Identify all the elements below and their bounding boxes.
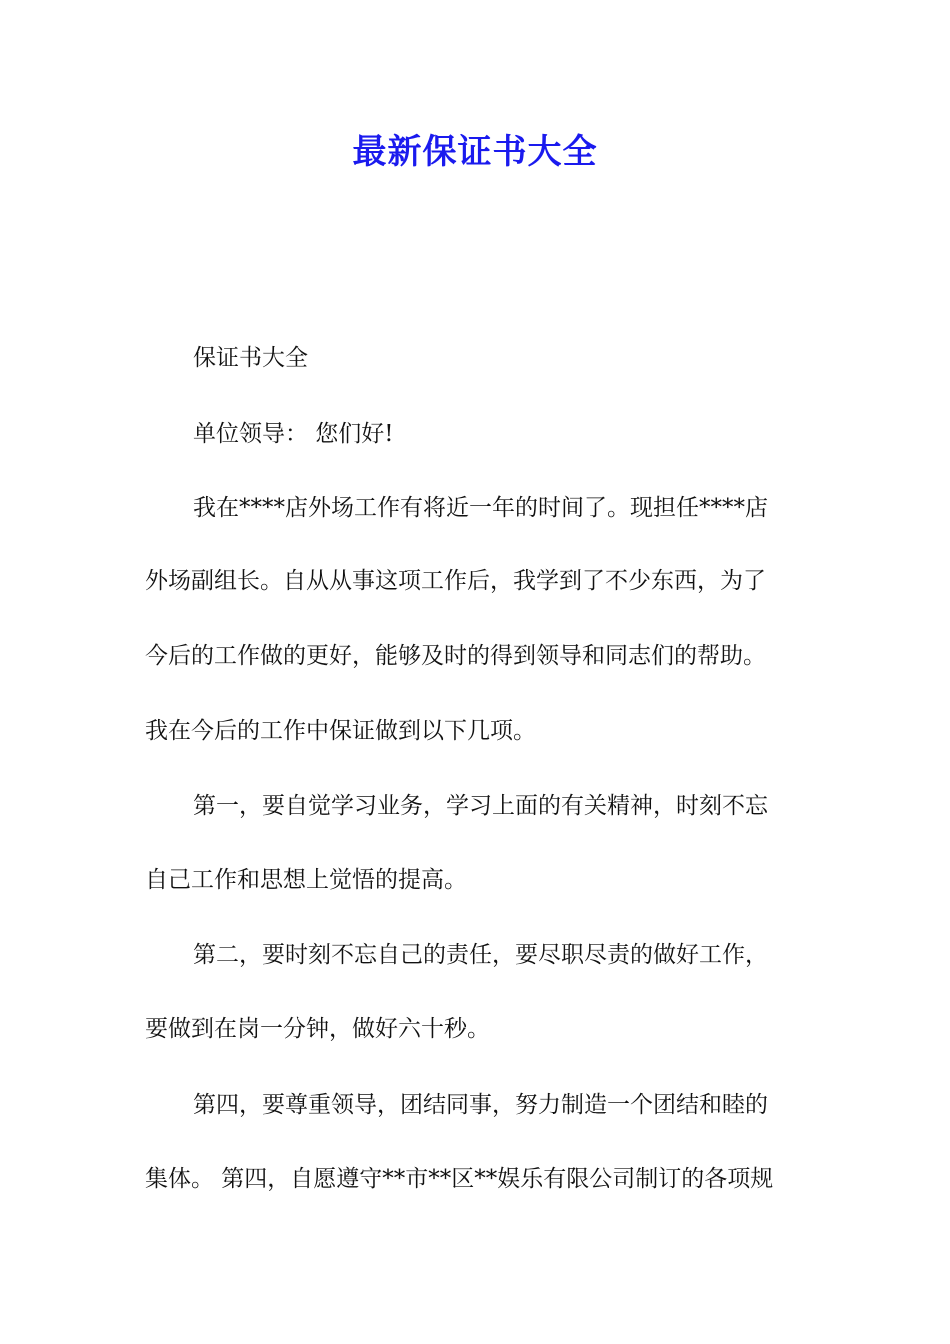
paragraph-line: 集体。 第四，自愿遵守**市**区**娱乐有限公司制订的各项规 bbox=[145, 1166, 774, 1192]
paragraph-line: 外场副组长。自从从事这项工作后，我学到了不少东西，为了 bbox=[145, 568, 766, 594]
document-title: 最新保证书大全 bbox=[352, 132, 598, 172]
paragraph-line: 第四，要尊重领导，团结同事，努力制造一个团结和睦的 bbox=[193, 1092, 768, 1118]
salutation-line: 单位领导： 您们好! bbox=[193, 421, 394, 447]
paragraph-line: 自己工作和思想上觉悟的提高。 bbox=[145, 867, 467, 893]
paragraph-line: 第二，要时刻不忘自己的责任，要尽职尽责的做好工作， bbox=[193, 942, 768, 968]
paragraph-heading: 保证书大全 bbox=[193, 345, 308, 371]
paragraph-line: 第一，要自觉学习业务，学习上面的有关精神，时刻不忘 bbox=[193, 793, 768, 819]
paragraph-line: 我在****店外场工作有将近一年的时间了。现担任****店 bbox=[193, 495, 768, 521]
paragraph-line: 我在今后的工作中保证做到以下几项。 bbox=[145, 718, 536, 744]
paragraph-line: 今后的工作做的更好，能够及时的得到领导和同志们的帮助。 bbox=[145, 643, 766, 669]
paragraph-line: 要做到在岗一分钟，做好六十秒。 bbox=[145, 1016, 490, 1042]
